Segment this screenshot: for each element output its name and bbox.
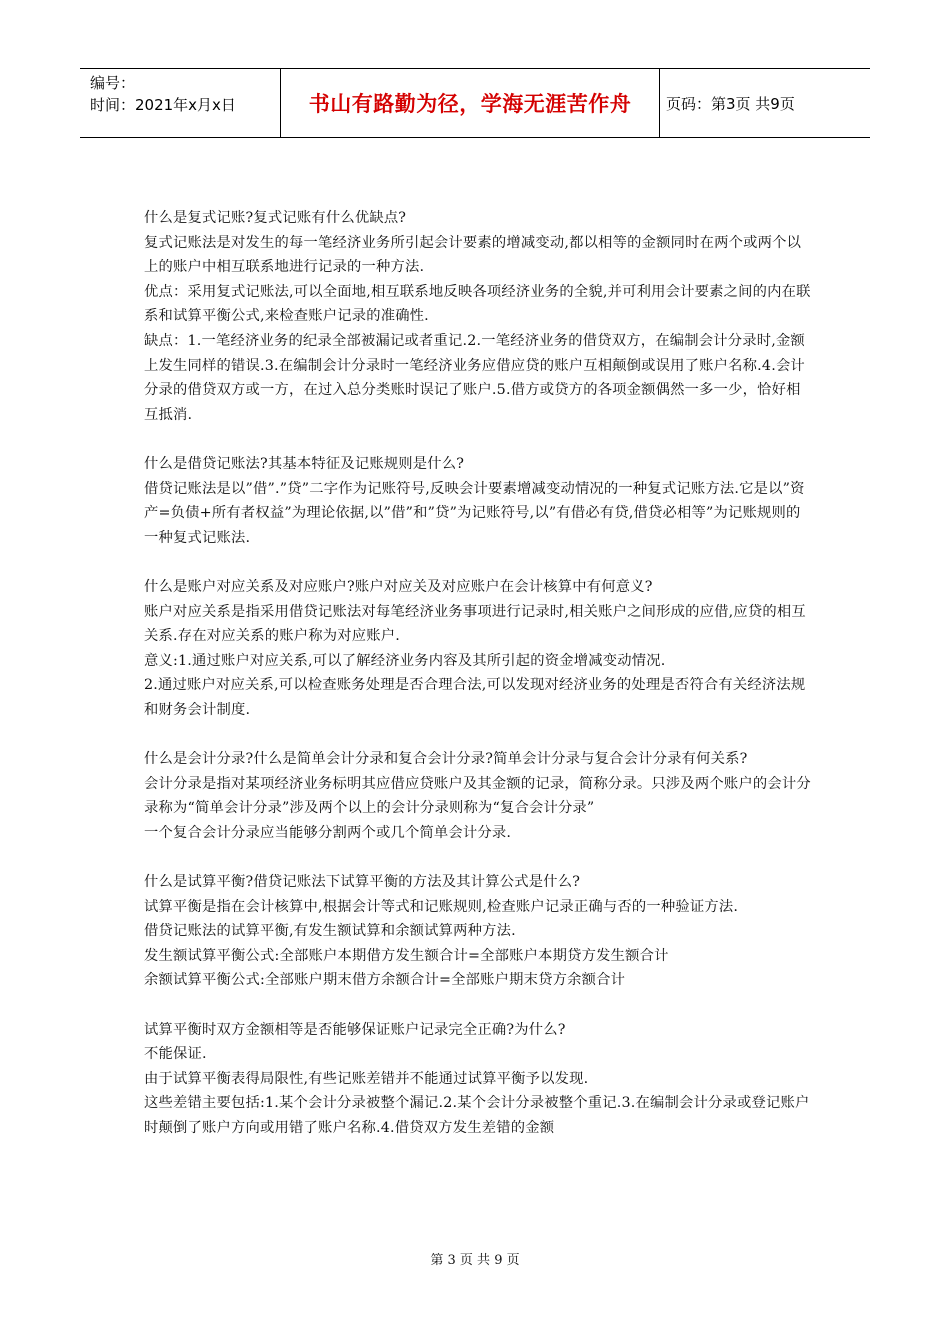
section-paragraph: 余额试算平衡公式:全部账户期末借方余额合计=全部账户期末贷方余额合计 (144, 972, 626, 989)
section-spacer (144, 993, 814, 1018)
section-paragraph: 复式记账法是对发生的每一笔经济业务所引起会计要素的增减变动,都以相等的金额同时在两个或两个以上的账户中相互联系地进行记录的一种方法. (144, 234, 802, 276)
qa-section (144, 870, 814, 993)
section-question: 什么是复式记账?复式记账有什么优缺点? (144, 210, 407, 226)
section-question: 什么是试算平衡?借贷记账法下试算平衡的方法及其计算公式是什么? (144, 874, 581, 891)
qa-section (144, 1018, 814, 1141)
section-paragraph: 发生额试算平衡公式:全部账户本期借方发生额合计=全部账户本期贷方发生额合计 (144, 947, 669, 964)
section-question: 什么是账户对应关系及对应账户?账户对应关及对应账户在会计核算中有何意义? (144, 578, 653, 595)
section-paragraph: 这些差错主要包括:1.某个会计分录被整个漏记.2.某个会计分录被整个重记.3.在编制会计分录或登记账户时颠倒了账户方向或用错了账户名称.4.借贷双方发生差错的金额 (144, 1095, 810, 1136)
section-spacer (144, 550, 814, 575)
section-spacer (144, 427, 814, 452)
section-paragraph: 2.通过账户对应关系,可以检查账务处理是否合理合法,可以发现对经济业务的处理是否符合有关经济法规和财务会计制度. (144, 677, 806, 718)
section-question: 什么是会计分录?什么是简单会计分录和复合会计分录?简单会计分录与复合会计分录有何关系? (144, 751, 748, 768)
section-spacer (144, 845, 814, 870)
section-paragraph: 账户对应关系是指采用借贷记账法对每笔经济业务事项进行记录时,相关账户之间形成的应借,应贷的相互关系.存在对应关系的账户称为对应账户. (144, 603, 806, 645)
document-date-label: 时间：2021年x月x日 (90, 96, 236, 114)
section-paragraph: 由于试算平衡表得局限性,有些记账差错并不能通过试算平衡予以发现. (144, 1070, 589, 1087)
section-paragraph: 借贷记账法是以”借”.”贷”二字作为记账符号,反映会计要素增减变动情况的一种复式记账方法.它是以”资产=负债+所有者权益”为理论依据,以”借”和”贷”为记账符号,以”有借必有贷,借贷必相等”为记账规则的一种复式记账法. (144, 480, 805, 546)
qa-section (144, 452, 814, 550)
header-motto: 书山有路勤为径，学海无涯苦作舟 (280, 69, 660, 137)
section-spacer (144, 722, 814, 747)
page-footer: 第 3 页 共 9 页 (430, 1253, 520, 1268)
section-paragraph: 一个复合会计分录应当能够分割两个或几个简单会计分录. (144, 824, 512, 841)
section-paragraph: 不能保证. (144, 1046, 207, 1063)
qa-section (144, 575, 814, 723)
page-header (80, 68, 870, 138)
document-number-label: 编号： (90, 74, 136, 92)
section-paragraph: 意义:1.通过账户对应关系,可以了解经济业务内容及其所引起的资金增减变动情况. (144, 652, 666, 669)
document-body (144, 206, 814, 1141)
qa-section (144, 206, 814, 427)
header-page-number: 页码：第3页 共9页 (666, 94, 795, 113)
section-paragraph: 缺点：1.一笔经济业务的纪录全部被漏记或者重记.2.一笔经济业务的借贷双方，在编制会计分录时,金额上发生同样的错误.3.在编制会计分录时一笔经济业务应借应贷的账户互相颠倒或误用了账户名称.4.会计分录的借贷双方或一方，在过入总分类账时误记了账户.5.借方或贷方的各项金额偶然一多一少，恰好相互抵消. (144, 332, 805, 423)
section-paragraph: 试算平衡是指在会计核算中,根据会计等式和记账规则,检查账户记录正确与否的一种验证方法. (144, 898, 739, 915)
header-meta (80, 69, 280, 137)
section-paragraph: 会计分录是指对某项经济业务标明其应借应贷账户及其金额的记录，简称分录。只涉及两个账户的会计分录称为“简单会计分录”涉及两个以上的会计分录则称为“复合会计分录” (144, 775, 811, 817)
section-question: 试算平衡时双方金额相等是否能够保证账户记录完全正确?为什么? (144, 1021, 566, 1038)
section-paragraph: 借贷记账法的试算平衡,有发生额试算和余额试算两种方法. (144, 923, 516, 940)
section-paragraph: 优点：采用复式记账法,可以全面地,相互联系地反映各项经济业务的全貌,并可利用会计要素之间的内在联系和试算平衡公式,来检查账户记录的准确性. (144, 283, 811, 325)
section-question: 什么是借贷记账法?其基本特征及记账规则是什么? (144, 455, 465, 472)
qa-section (144, 747, 814, 845)
